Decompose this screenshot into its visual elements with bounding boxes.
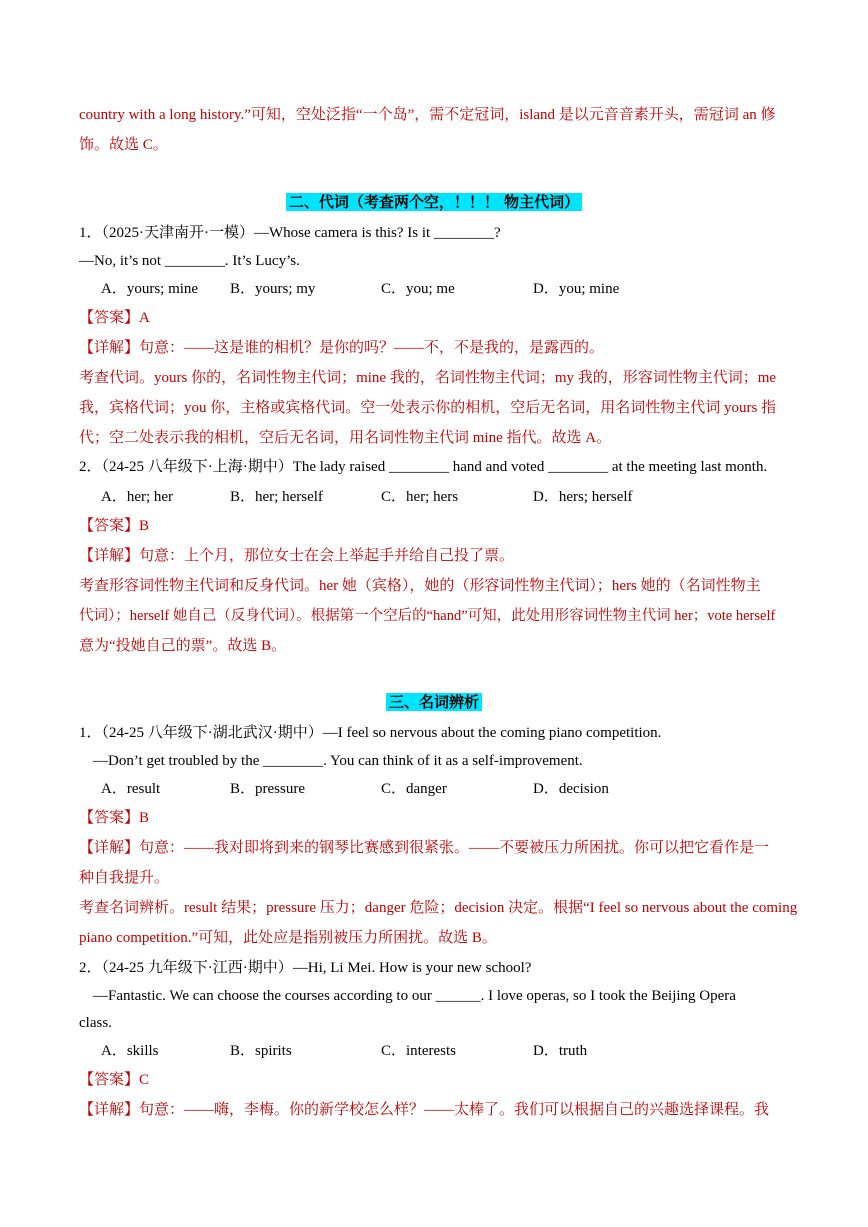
s2-q2-option-d: D．hers; herself bbox=[533, 489, 633, 505]
s2-q1-option-c: C．you; me bbox=[381, 281, 455, 297]
s2-q2-option-c: C．her; hers bbox=[381, 489, 459, 505]
s2-q1-option-a: A．yours; mine bbox=[101, 281, 199, 297]
s3-q1-option-c: C．danger bbox=[381, 781, 447, 797]
s2-q1-option-d: D．you; mine bbox=[533, 281, 620, 297]
section-2-title: 二、代词（考查两个空，！！！ 物主代词） bbox=[286, 193, 582, 211]
s3-q2-option-c: C．interests bbox=[381, 1043, 456, 1059]
s2-q1-option-b: B．yours; my bbox=[230, 281, 316, 297]
s3-q1-option-d: D．decision bbox=[533, 781, 609, 797]
s3-q2-option-a: A．skills bbox=[101, 1043, 159, 1059]
s3-q2-detail-1: 【详解】句意：——嗨，李梅。你的新学校怎么样？——太棒了。我们可以根据自己的兴趣选择课程。我 bbox=[79, 1102, 770, 1118]
s3-q1-analysis-1: 考查名词辨析。result 结果；pressure 压力；danger 危险；decision 决定。根据“I feel so nervous about the coming bbox=[79, 900, 798, 916]
s2-q1-stem-1: 1．（2025·天津南开·一模）—Whose camera is this? Is it ________? bbox=[79, 225, 501, 241]
s3-q2-option-b: B．spirits bbox=[230, 1043, 292, 1059]
s3-q1-analysis-2: piano competition.”可知，此处应是指别被压力所困扰。故选 B。 bbox=[79, 930, 497, 946]
s3-q1-option-a: A．result bbox=[101, 781, 161, 797]
s2-q2-answer: 【答案】B bbox=[79, 518, 150, 534]
s3-q2-stem-2: —Fantastic. We can choose the courses according to our ______. I love operas, so I took the Beijing Opera bbox=[93, 988, 736, 1004]
s2-q1-stem-2: —No, it’s not ________. It’s Lucy’s. bbox=[79, 253, 300, 269]
s2-q2-option-b: B．her; herself bbox=[230, 489, 323, 505]
s3-q2-stem-3: class. bbox=[79, 1015, 112, 1031]
s3-q1-answer: 【答案】B bbox=[79, 810, 150, 826]
s2-q2-option-a: A．her; her bbox=[101, 489, 174, 505]
s3-q2-stem-1: 2．（24-25 九年级下·江西·期中）—Hi, Li Mei. How is your new school? bbox=[79, 960, 532, 976]
section-2-heading bbox=[0, 192, 868, 213]
s3-q1-detail-1: 【详解】句意：——我对即将到来的钢琴比赛感到很紧张。——不要被压力所困扰。你可以把它看作是一 bbox=[79, 840, 770, 856]
s2-q2-detail: 【详解】句意：上个月，那位女士在会上举起手并给自己投了票。 bbox=[79, 548, 515, 564]
section-3-heading bbox=[0, 692, 868, 713]
s2-q1-answer: 【答案】A bbox=[79, 310, 150, 326]
s2-q2-analysis-2: 代词）；herself 她自己（反身代词）。根据第一个空后的“hand”可知，此处用形容词性物主代词 her；vote herself bbox=[79, 608, 776, 624]
s3-q2-answer: 【答案】C bbox=[79, 1072, 150, 1088]
s3-q1-option-b: B．pressure bbox=[230, 781, 305, 797]
s2-q2-analysis-3: 意为“投她自己的票”。故选 B。 bbox=[79, 638, 287, 654]
s2-q1-analysis-2: 我，宾格代词；you 你，主格或宾格代词。空一处表示你的相机，空后无名词，用名词性物主代词 yours 指 bbox=[79, 400, 777, 416]
s3-q1-detail-2: 种自我提升。 bbox=[79, 870, 170, 886]
section-3-title: 三、名词辨析 bbox=[386, 693, 482, 711]
s2-q2-analysis-1: 考查形容词性物主代词和反身代词。her 她（宾格），她的（形容词性物主代词）；hers 她的（名词性物主 bbox=[79, 578, 761, 594]
s3-q2-option-d: D．truth bbox=[533, 1043, 588, 1059]
s2-q2-stem-1: 2．（24-25 八年级下·上海·期中）The lady raised ________ hand and voted ________ at the meeting last month. bbox=[79, 459, 768, 475]
s2-q1-analysis-1: 考查代词。yours 你的，名词性物主代词；mine 我的，名词性物主代词；my 我的，形容词性物主代词；me bbox=[79, 370, 777, 386]
s3-q1-stem-1: 1．（24-25 八年级下·湖北武汉·期中）—I feel so nervous about the coming piano competition. bbox=[79, 725, 662, 741]
intro-line-2: 饰。故选 C。 bbox=[79, 137, 168, 153]
s2-q1-detail: 【详解】句意：——这是谁的相机？是你的吗？——不，不是我的，是露西的。 bbox=[79, 340, 605, 356]
intro-line-1: country with a long history.”可知，空处泛指“一个岛”，需不定冠词，island 是以元音音素开头，需冠词 an 修 bbox=[79, 107, 776, 123]
s3-q1-stem-2: —Don’t get troubled by the ________. You can think of it as a self-improvement. bbox=[93, 753, 583, 769]
s2-q1-analysis-3: 代；空二处表示我的相机，空后无名词，用名词性物主代词 mine 指代。故选 A。 bbox=[79, 430, 612, 446]
